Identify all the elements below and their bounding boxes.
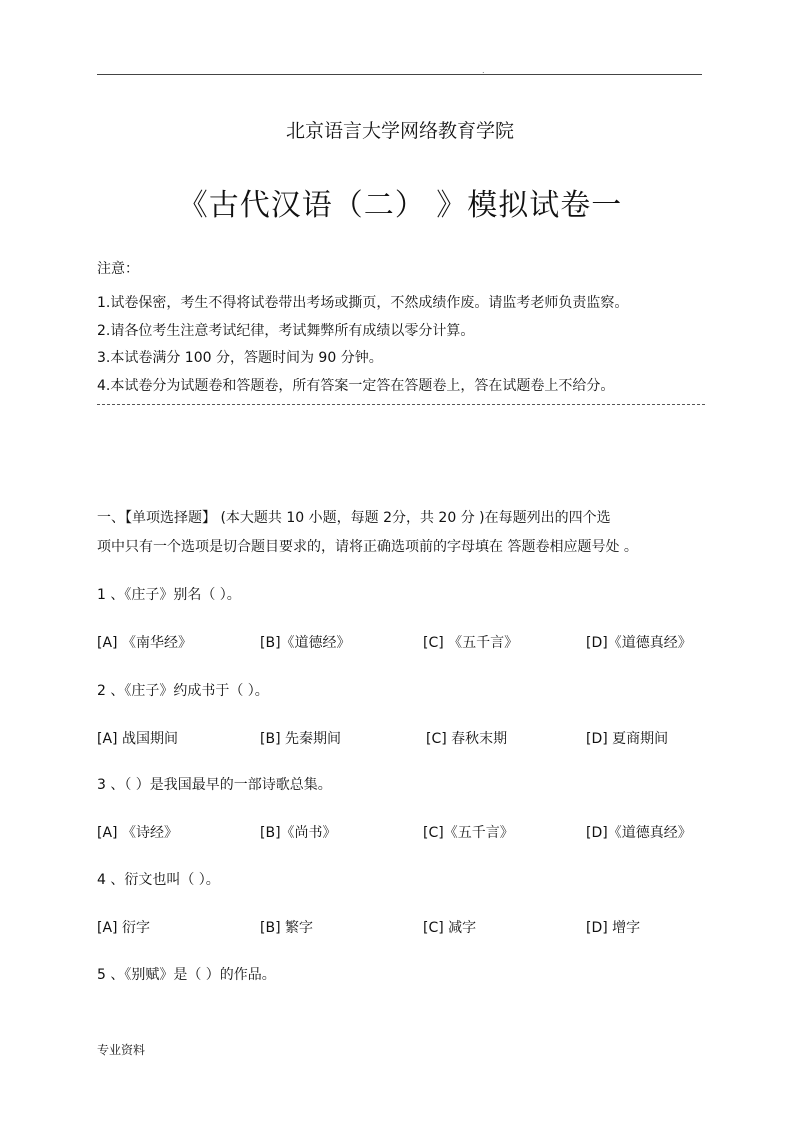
footer-label: 专业资料	[97, 1043, 146, 1057]
notice-item-1: 1.试卷保密，考生不得将试卷带出考场或撕页，不然成绩作废。请监考老师负责监察。	[97, 295, 629, 311]
question-4-option-b: [B] 繁字	[260, 920, 313, 936]
header-dot: .	[482, 66, 485, 75]
exam-title: 《古代汉语（二） 》模拟试卷一	[177, 188, 623, 223]
question-4-option-c: [C] 减字	[423, 920, 477, 936]
question-3-option-c: [C]《五千言》	[423, 825, 514, 841]
question-3-stem: 3 、（ ）是我国最早的一部诗歌总集。	[97, 777, 332, 793]
header-rule	[97, 74, 702, 75]
school-name: 北京语言大学网络教育学院	[285, 120, 514, 142]
question-2-option-d: [D] 夏商期间	[586, 731, 669, 747]
separator-dashed	[97, 404, 705, 405]
question-4-stem: 4 、衍文也叫（ ）。	[97, 872, 220, 888]
section-instructions-line1: 一、【单项选择题】 (本大题共 10 小题，每题 2分，共 20 分 )在每题列出的四个选	[97, 510, 611, 526]
question-4-option-a: [A] 衍字	[97, 920, 150, 936]
notice-heading: 注意：	[97, 261, 139, 277]
notice-item-2: 2.请各位考生注意考试纪律，考试舞弊所有成绩以零分计算。	[97, 323, 475, 339]
question-1-option-a: [A] 《南华经》	[97, 635, 192, 651]
question-2-option-a: [A] 战国期间	[97, 731, 178, 747]
notice-item-3: 3.本试卷满分 100 分，答题时间为 90 分钟。	[97, 350, 383, 366]
question-3-option-d: [D]《道德真经》	[586, 825, 692, 841]
question-2-option-c: [C] 春秋末期	[426, 731, 508, 747]
question-2-stem: 2 、《庄子》约成书于（ ）。	[97, 683, 269, 699]
question-1-option-c: [C] 《五千言》	[423, 635, 519, 651]
question-2-option-b: [B] 先秦期间	[260, 731, 341, 747]
section-instructions-line2: 项中只有一个选项是切合题目要求的，请将正确选项前的字母填在 答题卷相应题号处 。	[97, 539, 638, 555]
question-5-stem: 5 、《别赋》是（ ）的作品。	[97, 967, 276, 983]
question-4-option-d: [D] 增字	[586, 920, 641, 936]
question-1-option-b: [B]《道德经》	[260, 635, 351, 651]
question-3-option-a: [A] 《诗经》	[97, 825, 178, 841]
notice-item-4: 4.本试卷分为试题卷和答题卷，所有答案一定答在答题卷上，答在试题卷上不给分。	[97, 378, 615, 394]
question-1-stem: 1 、《庄子》别名（ ）。	[97, 587, 241, 603]
question-1-option-d: [D]《道德真经》	[586, 635, 692, 651]
question-3-option-b: [B]《尚书》	[260, 825, 337, 841]
